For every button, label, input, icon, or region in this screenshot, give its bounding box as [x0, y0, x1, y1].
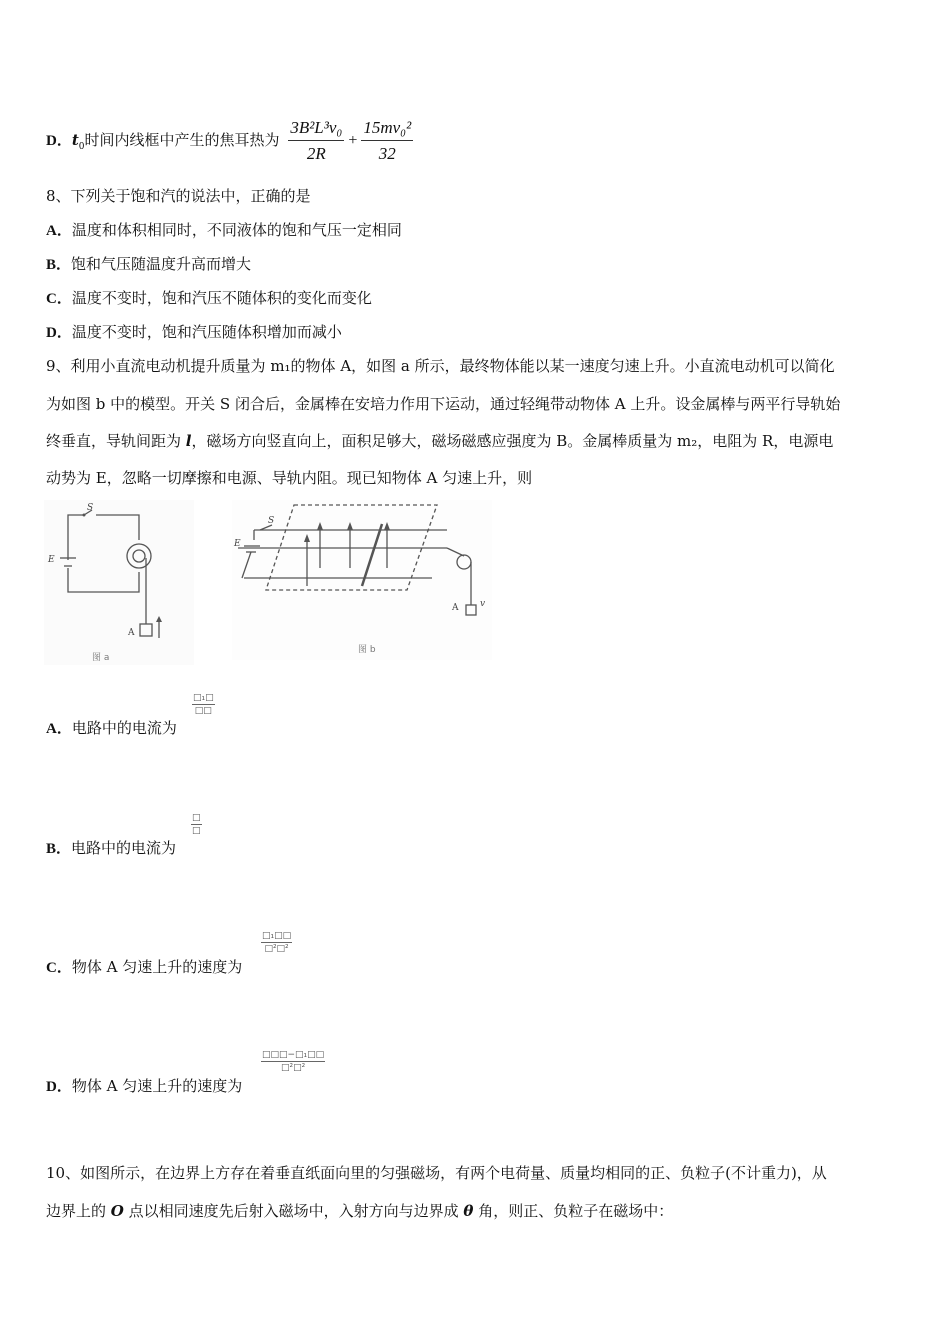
caption-b: 图 b — [358, 645, 376, 655]
option-label: D． — [46, 1079, 72, 1095]
q9-option-d-formula — [261, 1050, 325, 1073]
q9-option-a-formula — [192, 693, 215, 716]
o-symbol: O — [110, 1202, 124, 1220]
q9-option-b-formula — [191, 813, 202, 836]
q9-option-c — [46, 957, 242, 978]
option-text: 温度和体积相同时，不同液体的饱和气压一定相同 — [71, 221, 402, 239]
q8-option-c — [46, 288, 372, 309]
q9-option-d — [46, 1076, 242, 1097]
l-symbol: l — [185, 432, 192, 450]
q8-option-b — [46, 254, 251, 275]
label-a: A — [128, 628, 135, 638]
caption-a: 图 a — [92, 653, 110, 663]
stem-text: 边界上的 — [46, 1202, 111, 1220]
fraction-2-numerator: 15mv₀² — [361, 118, 413, 141]
q9-option-c-formula — [261, 931, 292, 954]
q9-stem-line-3 — [46, 431, 833, 451]
q9-stem-line-2: 为如图 b 中的模型。开关 S 闭合后，金属棒在安培力作用下运动，通过轻绳带动物体 A 上升。设金属棒与两平行导轨始 — [46, 395, 841, 413]
fraction-2-denominator: 32 — [378, 144, 396, 163]
formula-denominator: □□ — [194, 706, 212, 716]
option-text: 电路中的电流为 — [71, 839, 177, 857]
option-text: 物体 A 匀速上升的速度为 — [71, 958, 243, 976]
option-label: B． — [46, 257, 72, 273]
option-label: C． — [46, 291, 72, 307]
fraction-2 — [361, 118, 413, 164]
label-e: E — [48, 555, 55, 565]
q7-option-d — [46, 118, 413, 164]
formula-numerator: □□□−□₁□□ — [262, 1050, 325, 1060]
stem-text: 角，则正、负粒子在磁场中： — [473, 1202, 674, 1220]
formula-denominator: □²□² — [280, 1063, 306, 1073]
stem-text: ，磁场方向竖直向上，面积足够大，磁场磁感应强度为 B。金属棒质量为 m₂，电阻为 R，电源电 — [191, 432, 834, 450]
option-text: 物体 A 匀速上升的速度为 — [71, 1077, 243, 1095]
q10-stem-line-2 — [46, 1201, 673, 1221]
stem-text: 点以相同速度先后射入磁场中，入射方向与边界成 — [123, 1202, 464, 1220]
option-text: 温度不变时，饱和汽压不随体积的变化而变化 — [71, 289, 372, 307]
formula-numerator: □₁□ — [193, 693, 214, 703]
fraction-1-numerator: 3B²L³v₀ — [288, 118, 344, 141]
option-label: C． — [46, 960, 72, 976]
option-text: 电路中的电流为 — [71, 719, 177, 737]
t-symbol: t — [71, 131, 79, 149]
label-a: A — [452, 603, 459, 613]
formula-denominator: □ — [192, 826, 201, 836]
stem-text: 终垂直，导轨间距为 — [46, 432, 186, 450]
label-s: S — [268, 516, 275, 526]
formula-numerator: □ — [192, 813, 201, 823]
switch-contact — [83, 514, 86, 517]
fraction-1-denominator: 2R — [306, 144, 326, 163]
option-text: 温度不变时，饱和汽压随体积增加而减小 — [71, 323, 342, 341]
figure-a — [44, 500, 194, 665]
q8-stem: 8、下列关于饱和汽的说法中，正确的是 — [46, 187, 311, 205]
label-e: E — [234, 539, 241, 549]
theta-symbol: θ — [463, 1202, 474, 1220]
q10-stem-line-1: 10、如图所示，在边界上方存在着垂直纸面向里的匀强磁场，有两个电荷量、质量均相同的正、负粒子(不计重力)，从 — [46, 1164, 827, 1182]
q9-option-a — [46, 718, 177, 739]
q9-stem-line-1: 9、利用小直流电动机提升质量为 m₁的物体 A，如图 a 所示，最终物体能以某一速度匀速上升。小直流电动机可以简化 — [46, 357, 835, 375]
q9-stem-line-4: 动势为 E，忽略一切摩擦和电源、导轨内阻。现已知物体 A 匀速上升，则 — [46, 469, 533, 487]
label-v: v — [480, 599, 486, 609]
t-subscript: 0 — [78, 142, 85, 152]
formula-denominator: □²□² — [264, 944, 289, 954]
q8-option-a — [46, 220, 402, 241]
label-s: S — [87, 503, 94, 513]
option-text: 时间内线框中产生的焦耳热为 — [84, 131, 280, 149]
option-label: B． — [46, 841, 72, 857]
figure-b — [232, 500, 492, 660]
option-text: 饱和气压随温度升高而增大 — [71, 255, 252, 273]
option-label: A． — [46, 721, 72, 737]
option-label: D． — [46, 325, 72, 341]
option-label: A． — [46, 223, 72, 239]
q8-option-d — [46, 322, 342, 343]
formula-numerator: □₁□□ — [262, 931, 292, 941]
option-label: D． — [46, 133, 72, 149]
q9-option-b — [46, 838, 176, 859]
plus-sign: + — [348, 132, 358, 149]
fraction-1 — [288, 118, 344, 164]
